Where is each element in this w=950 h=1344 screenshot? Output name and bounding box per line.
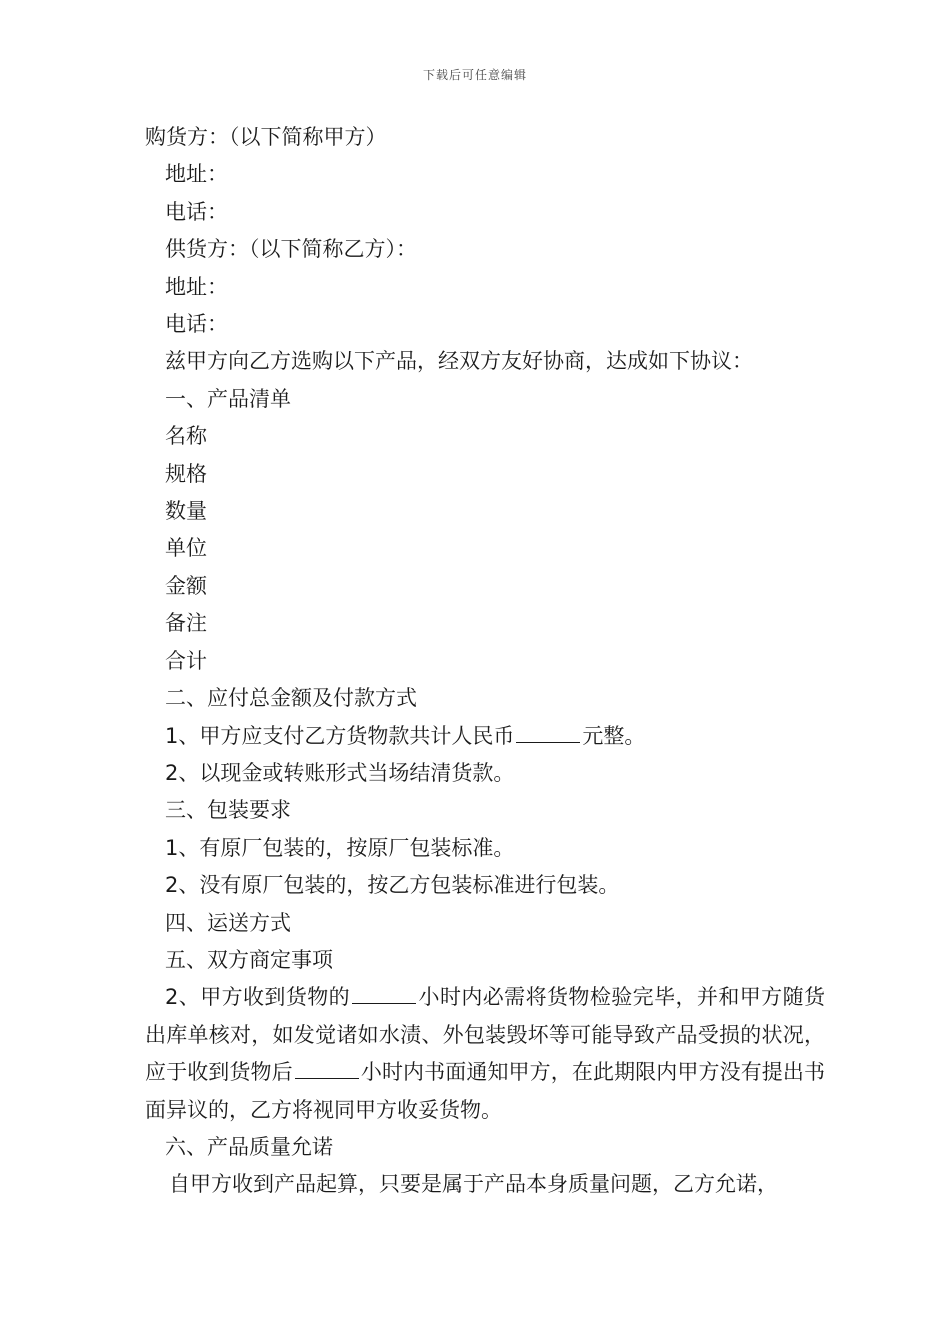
- agreed-matters-item-2: [145, 979, 825, 1129]
- preamble: 兹甲方向乙方选购以下产品，经双方友好协商，达成如下协议：: [165, 349, 753, 374]
- product-field-name: 名称: [165, 424, 207, 449]
- agreed-item-2-part2: 小时内必需将货物检验完毕，并和甲方随货出库单核对，如发觉诸如水渍、外包装毁坏等可能导致产品受损的状况，应于收到货物后: [145, 985, 825, 1085]
- buyer-phone: 电话：: [165, 199, 228, 224]
- product-field-amount: 金额: [165, 573, 207, 598]
- section-title-packaging: 三、包装要求: [165, 798, 291, 823]
- notice-hours-blank: [295, 1056, 359, 1079]
- packaging-item-1: 1、有原厂包装的，按原厂包装标准。: [165, 835, 515, 860]
- payment-item-2: 2、以现金或转账形式当场结清货款。: [165, 760, 515, 785]
- payment-item-1-text: 1、甲方应支付乙方货物款共计人民币: [165, 723, 515, 748]
- amount-blank: [516, 720, 580, 743]
- seller-address: 地址：: [165, 274, 228, 299]
- product-field-remark: 备注: [165, 611, 207, 636]
- payment-item-1-suffix: 元整。: [582, 723, 646, 748]
- product-field-quantity: 数量: [165, 499, 207, 524]
- seller-phone: 电话：: [165, 312, 228, 337]
- payment-item-1: [145, 718, 825, 755]
- section-title-agreed-matters: 五、双方商定事项: [165, 947, 333, 972]
- section-title-shipping: 四、运送方式: [165, 910, 291, 935]
- seller-line: 供货方：（以下简称乙方）：: [165, 237, 417, 262]
- quality-text: 自甲方收到产品起算，只要是属于产品本身质量问题，乙方允诺，: [169, 1172, 778, 1197]
- contract-body: [145, 119, 825, 1204]
- product-field-total: 合计: [165, 648, 207, 673]
- inspection-hours-blank: [352, 981, 416, 1004]
- section-title-quality: 六、产品质量允诺: [165, 1134, 333, 1159]
- agreed-item-2-part1: 2、甲方收到货物的: [165, 985, 351, 1010]
- page-header-note: 下载后可任意编辑: [422, 68, 527, 82]
- packaging-item-2: 2、没有原厂包装的，按乙方包装标准进行包装。: [165, 873, 620, 898]
- section-title-payment: 二、应付总金额及付款方式: [165, 686, 417, 711]
- section-title-products: 一、产品清单: [165, 386, 291, 411]
- product-field-spec: 规格: [165, 461, 207, 486]
- product-field-unit: 单位: [165, 536, 207, 561]
- agreed-item-2-part3: 小时内书面通知甲方，在此期限内甲方没有提出书面异议的，乙方将视同甲方收妥货物。: [145, 1060, 826, 1122]
- buyer-address: 地址：: [165, 162, 228, 187]
- buyer-line: 购货方：（以下简称甲方）: [145, 125, 387, 149]
